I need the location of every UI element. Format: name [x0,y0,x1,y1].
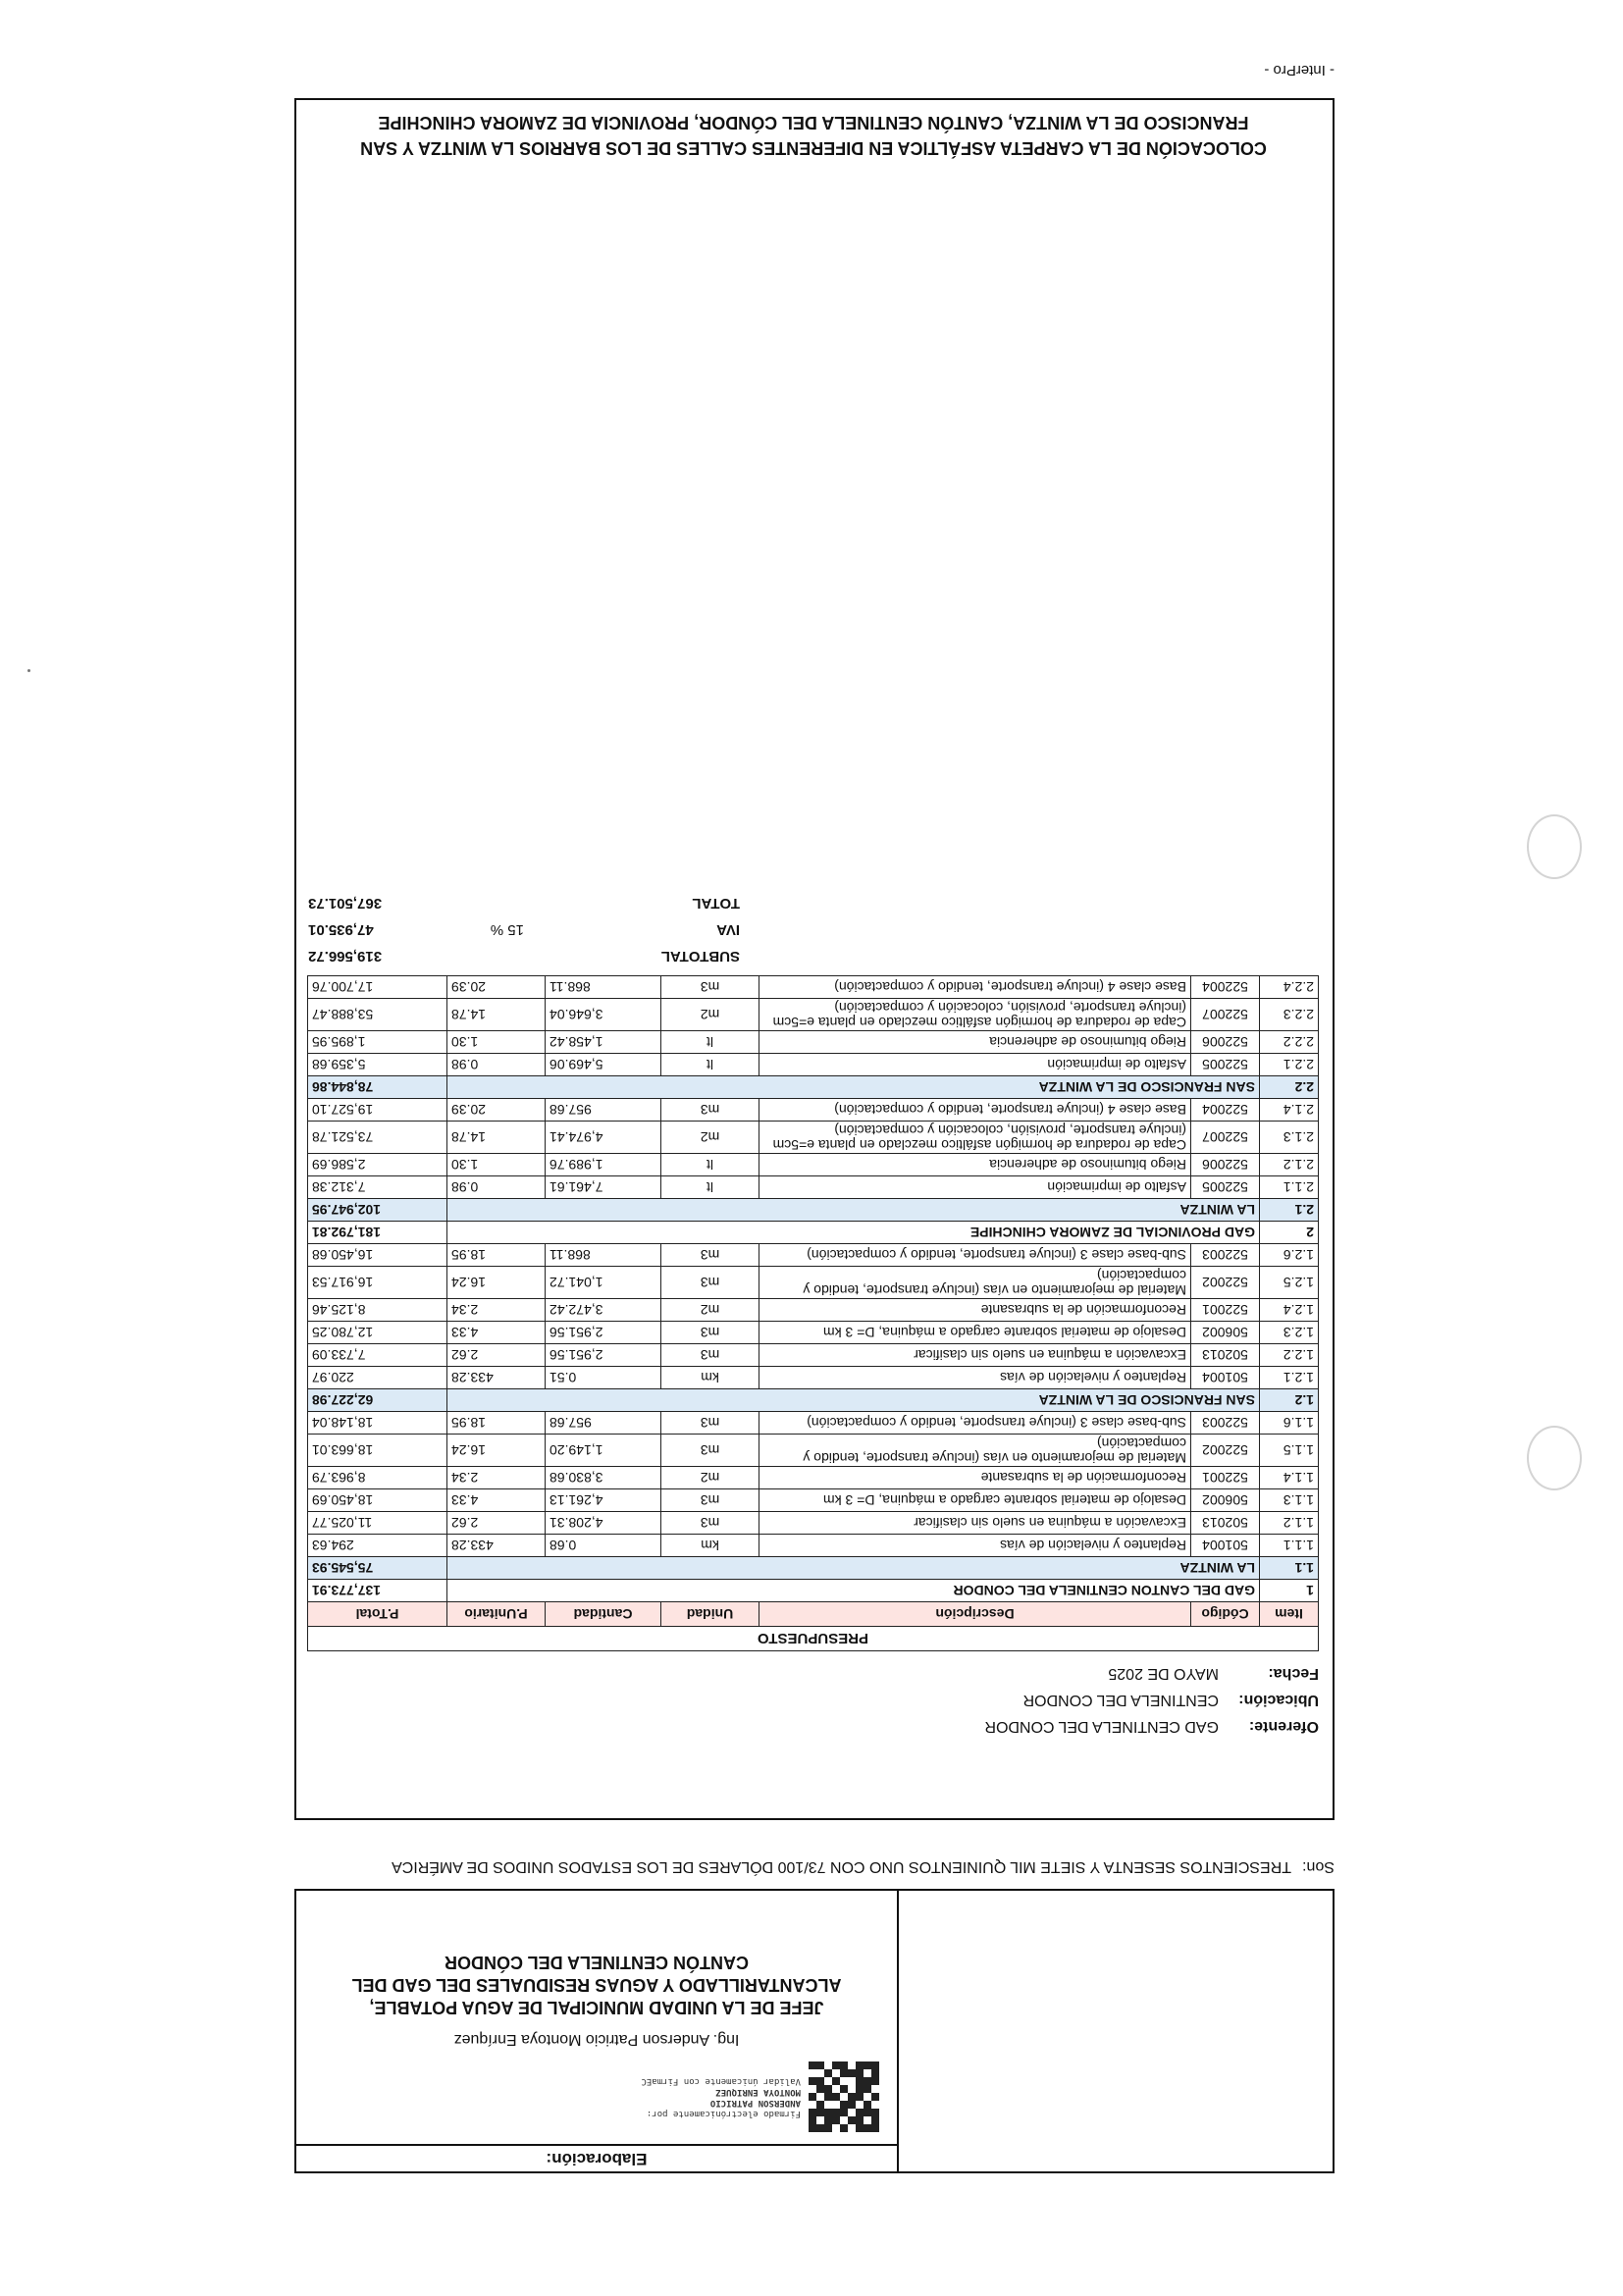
cell-quantity: 1,458.42 [546,1031,661,1054]
fecha-label: Fecha: [1268,1665,1319,1683]
cell-total: 5,359.68 [307,1054,446,1076]
table-caption: PRESUPUESTO [307,1627,1318,1651]
cell-quantity: 1,041.72 [546,1267,661,1299]
cell-total: 294.63 [307,1535,446,1557]
cell-code: 522001 [1191,1299,1260,1322]
cell-unit-price: 14.78 [447,999,546,1031]
table-row [307,1322,1318,1344]
cell-code: 502013 [1191,1344,1260,1367]
cell-item: 2.1 [1260,1199,1319,1222]
cell-unit-price: 1.30 [447,1154,546,1176]
cell-section-name: GAD PROVINCIAL DE ZAMORA CHINCHIPE [447,1222,1260,1244]
cell-section-total: 78,844.86 [307,1076,446,1099]
amount-text: TRESCIENTOS SESENTA Y SIETE MIL QUINIENTOS UNO CON 73/100 DÓLARES DE LOS ESTADOS UNIDOS DE AMÉRICA [392,1858,1291,1875]
col-header-codigo: Código [1191,1602,1260,1627]
cell-description: Excavación a máquina en suelo sin clasificar [759,1344,1191,1367]
cell-description: Asfalto de imprimación [759,1054,1191,1076]
cell-item: 1.2 [1260,1389,1319,1412]
cell-code: 522004 [1191,1099,1260,1122]
cell-code: 522006 [1191,1154,1260,1176]
subtotal-value: 319,566.72 [308,948,383,965]
budget-frame [294,98,1335,1820]
punch-hole-top [1527,814,1582,879]
cell-quantity: 957.68 [546,1412,661,1435]
cell-total: 16,917.53 [307,1267,446,1299]
cell-unit-price: 0.98 [447,1054,546,1076]
cell-quantity: 0.51 [546,1367,661,1389]
cell-item: 2.2.1 [1260,1054,1319,1076]
cell-code: 522007 [1191,1122,1260,1154]
table-row [307,1054,1318,1076]
cell-section-total: 137,773.91 [307,1580,446,1602]
cell-unit: m2 [661,1122,759,1154]
cell-code: 522002 [1191,1435,1260,1467]
ubicacion-row [308,1687,1319,1713]
cell-code: 522004 [1191,976,1260,999]
cell-unit: lt [661,1176,759,1199]
cell-unit: m3 [661,1412,759,1435]
cell-description: Replanteo y nivelación de vías [759,1535,1191,1557]
cell-quantity: 1,989.76 [546,1154,661,1176]
cell-total: 1,895.95 [307,1031,446,1054]
table-row [307,1267,1318,1299]
ubicacion-value: CENTINELA DEL CONDOR [1022,1692,1219,1709]
totals-block [308,890,1319,969]
cell-quantity: 3,646.04 [546,999,661,1031]
cell-unit-price: 2.62 [447,1512,546,1535]
iva-value: 47,935.01 [308,921,374,938]
cell-total: 220.97 [307,1367,446,1389]
cell-item: 1 [1260,1580,1319,1602]
cell-quantity: 3,830.68 [546,1467,661,1489]
cell-unit: m3 [661,1267,759,1299]
cell-total: 7,312.38 [307,1176,446,1199]
total-label: TOTAL [692,895,740,912]
cell-unit-price: 14.78 [447,1122,546,1154]
cell-unit: m2 [661,1467,759,1489]
signer-position: JEFE DE LA UNIDAD MUNICIPAL DE AGUA POTABLE, ALCANTARILLADO Y AGUAS RESIDUALES DEL GAD DEL CANTÓN CENTINELA DEL CÓNDOR [351,1953,842,2017]
cell-code: 522001 [1191,1467,1260,1489]
cell-item: 1.1.6 [1260,1412,1319,1435]
table-row [307,1512,1318,1535]
cell-quantity: 868.11 [546,976,661,999]
cell-total: 73,521.78 [307,1122,446,1154]
section-row [307,1580,1318,1602]
cell-total: 8,125.46 [307,1299,446,1322]
table-row [307,999,1318,1031]
cell-section-name: SAN FRANCISCO DE LA WINTZA [447,1389,1260,1412]
budget-table-body [307,976,1318,1602]
table-header-row [307,1602,1318,1627]
table-row [307,1244,1318,1267]
cell-quantity: 3,472.42 [546,1299,661,1322]
table-row [307,1489,1318,1512]
cell-unit-price: 18.95 [447,1412,546,1435]
signature-heading: Elaboración: [296,2144,897,2171]
cell-item: 1.2.6 [1260,1244,1319,1267]
cell-total: 53,888.47 [307,999,446,1031]
cell-quantity: 4,208.31 [546,1512,661,1535]
cell-item: 2.1.3 [1260,1122,1319,1154]
cell-total: 18,148.04 [307,1412,446,1435]
header-info [308,1660,1319,1740]
cell-description: Desalojo de material sobrante cargado a máquina, D= 3 km [759,1322,1191,1344]
cell-description: Riego bituminoso de adherencia [759,1154,1191,1176]
cell-unit-price: 2.34 [447,1467,546,1489]
cell-unit-price: 2.34 [447,1299,546,1322]
iva-label: IVA [716,921,740,938]
cell-section-name: LA WINTZA [447,1199,1260,1222]
cell-section-total: 102,947.95 [307,1199,446,1222]
signer-name: Ing. Anderson Patricio Montoya Enríquez [453,2031,740,2048]
cell-description: Replanteo y nivelación de vías [759,1367,1191,1389]
cell-quantity: 2,951.56 [546,1344,661,1367]
col-header-unidad: Unidad [661,1602,759,1627]
footer-tag: - InterPro - [1264,62,1335,78]
cell-unit-price: 433.28 [447,1535,546,1557]
cell-code: 522002 [1191,1267,1260,1299]
oferente-row [308,1713,1319,1740]
table-row [307,1535,1318,1557]
section-row [307,1222,1318,1244]
fecha-row [308,1660,1319,1687]
table-row [307,1367,1318,1389]
section-row [307,1389,1318,1412]
cell-total: 16,450.68 [307,1244,446,1267]
total-value: 367,501.73 [308,895,383,912]
cell-description: Base clase 4 (incluye transporte, tendido y compactación) [759,976,1191,999]
esign-stamp [641,2075,801,2118]
iva-row [308,916,1319,943]
document-sheet [294,62,1335,2173]
cell-code: 522003 [1191,1412,1260,1435]
cell-unit-price: 16.24 [447,1267,546,1299]
cell-unit-price: 4.33 [447,1322,546,1344]
table-row [307,1299,1318,1322]
qr-code-icon [809,2061,879,2132]
cell-total: 11,025.77 [307,1512,446,1535]
cell-code: 501004 [1191,1367,1260,1389]
cell-description: Asfalto de imprimación [759,1176,1191,1199]
scan-speck [27,669,30,672]
cell-item: 1.2.5 [1260,1267,1319,1299]
ubicacion-label: Ubicación: [1238,1692,1319,1709]
cell-item: 1.1.5 [1260,1435,1319,1467]
cell-code: 506002 [1191,1489,1260,1512]
cell-item: 2.1.4 [1260,1099,1319,1122]
cell-item: 2.1.1 [1260,1176,1319,1199]
cell-description: Material de mejoramiento en vías (incluye transporte, tendido y compactación) [759,1267,1191,1299]
cell-unit-price: 16.24 [447,1435,546,1467]
cell-item: 2.2.4 [1260,976,1319,999]
cell-description: Sub-base clase 3 (incluye transporte, tendido y compactación) [759,1244,1191,1267]
electronic-signature [296,2060,897,2144]
subtotal-row [308,943,1319,969]
table-row [307,1176,1318,1199]
oferente-value: GAD CENTINELA DEL CONDOR [984,1718,1219,1736]
cell-quantity: 0.68 [546,1535,661,1557]
cell-description: Riego bituminoso de adherencia [759,1031,1191,1054]
cell-description: Material de mejoramiento en vías (incluye transporte, tendido y compactación) [759,1435,1191,1467]
cell-section-total: 62,227.98 [307,1389,446,1412]
cell-unit: m3 [661,1512,759,1535]
esign-line1: Firmado electrónicamente por: [646,2109,801,2118]
cell-description: Capa de rodadura de hormigón asfáltico mezclado en planta e=5cm (incluye transporte, provisión, colocación y compactación) [759,999,1191,1031]
cell-code: 502013 [1191,1512,1260,1535]
cell-unit-price: 4.33 [447,1489,546,1512]
cell-unit: m2 [661,999,759,1031]
cell-total: 18,450.69 [307,1489,446,1512]
cell-total: 12,780.25 [307,1322,446,1344]
table-row [307,976,1318,999]
table-row [307,1154,1318,1176]
cell-section-total: 75,545.93 [307,1557,446,1580]
cell-description: Reconformación de la subrasante [759,1299,1191,1322]
cell-unit-price: 18.95 [447,1244,546,1267]
cell-unit: m3 [661,976,759,999]
signature-box [294,1889,1335,2173]
table-row [307,1031,1318,1054]
fecha-value: MAYO DE 2025 [1108,1665,1219,1683]
cell-unit: m2 [661,1299,759,1322]
total-row [308,890,1319,916]
col-header-item: Item [1260,1602,1319,1627]
cell-item: 2.2.3 [1260,999,1319,1031]
cell-unit: m3 [661,1344,759,1367]
cell-unit-price: 20.39 [447,1099,546,1122]
cell-item: 2.1.2 [1260,1154,1319,1176]
cell-unit: km [661,1535,759,1557]
table-row [307,1412,1318,1435]
table-row [307,1122,1318,1154]
document-title: COLOCACIÓN DE LA CARPETA ASFÁLTICA EN DIFERENTES CALLES DE LOS BARRIOS LA WINTZA Y SAN FRANCISCO DE LA WINTZA, CANTÓN CENTINELA DEL CÓNDOR, PROVINCIA DE ZAMORA CHINCHIPE [360,113,1267,158]
cell-item: 1.1.3 [1260,1489,1319,1512]
cell-unit: km [661,1367,759,1389]
iva-percent: 15 % [490,921,524,938]
table-row [307,1344,1318,1367]
signature-blank-area [897,1891,1333,2171]
cell-quantity: 868.11 [546,1244,661,1267]
cell-item: 1.2.4 [1260,1299,1319,1322]
cell-unit-price: 2.62 [447,1344,546,1367]
cell-quantity: 1,149.20 [546,1435,661,1467]
cell-unit-price: 1.30 [447,1031,546,1054]
cell-description: Reconformación de la subrasante [759,1467,1191,1489]
subtotal-label: SUBTOTAL [660,948,740,965]
cell-unit: m3 [661,1244,759,1267]
esign-line2: Validar únicamente con FirmaEC [641,2076,801,2086]
amount-label: Son: [1302,1858,1335,1875]
table-row [307,1435,1318,1467]
esign-name1: ANDERSON PATRICIO [709,2098,801,2108]
cell-description: Base clase 4 (incluye transporte, tendido y compactación) [759,1099,1191,1122]
cell-unit: lt [661,1054,759,1076]
cell-unit-price: 433.28 [447,1367,546,1389]
cell-section-name: SAN FRANCISCO DE LA WINTZA [447,1076,1260,1099]
cell-unit-price: 20.39 [447,976,546,999]
cell-quantity: 957.68 [546,1099,661,1122]
cell-quantity: 4,261.13 [546,1489,661,1512]
cell-code: 506002 [1191,1322,1260,1344]
cell-item: 2.2 [1260,1076,1319,1099]
cell-item: 1.2.3 [1260,1322,1319,1344]
cell-item: 2 [1260,1222,1319,1244]
cell-code: 522007 [1191,999,1260,1031]
section-row [307,1076,1318,1099]
cell-item: 2.2.2 [1260,1031,1319,1054]
cell-item: 1.1.1 [1260,1535,1319,1557]
cell-description: Capa de rodadura de hormigón asfáltico mezclado en planta e=5cm (incluye transporte, provisión, colocación y compactación) [759,1122,1191,1154]
esign-name2: MONTOYA ENRIQUEZ [715,2087,801,2097]
cell-code: 522006 [1191,1031,1260,1054]
cell-unit: lt [661,1031,759,1054]
cell-code: 522005 [1191,1054,1260,1076]
cell-total: 8,963.79 [307,1467,446,1489]
punch-hole-bottom [1527,1426,1582,1490]
cell-quantity: 4,974.41 [546,1122,661,1154]
cell-total: 7,733.09 [307,1344,446,1367]
budget-table [307,975,1319,1651]
col-header-punitario: P.Unitario [447,1602,546,1627]
signature-area [296,1891,897,2171]
cell-total: 17,700.76 [307,976,446,999]
cell-total: 18,663.01 [307,1435,446,1467]
section-row [307,1557,1318,1580]
cell-item: 1.1.2 [1260,1512,1319,1535]
cell-unit: m3 [661,1489,759,1512]
cell-code: 522005 [1191,1176,1260,1199]
table-row [307,1467,1318,1489]
cell-code: 522003 [1191,1244,1260,1267]
cell-quantity: 5,469.06 [546,1054,661,1076]
cell-code: 501004 [1191,1535,1260,1557]
col-header-descripcion: Descripción [759,1602,1191,1627]
cell-item: 1.1.4 [1260,1467,1319,1489]
cell-description: Desalojo de material sobrante cargado a máquina, D= 3 km [759,1489,1191,1512]
cell-item: 1.2.2 [1260,1344,1319,1367]
cell-description: Excavación a máquina en suelo sin clasificar [759,1512,1191,1535]
cell-section-name: LA WINTZA [447,1557,1260,1580]
cell-section-name: GAD DEL CANTON CENTINELA DEL CONDOR [447,1580,1260,1602]
cell-quantity: 7,461.61 [546,1176,661,1199]
cell-unit: m3 [661,1099,759,1122]
section-row [307,1199,1318,1222]
cell-total: 19,527.10 [307,1099,446,1122]
cell-unit: m3 [661,1322,759,1344]
cell-total: 2,586.69 [307,1154,446,1176]
cell-unit: lt [661,1154,759,1176]
cell-description: Sub-base clase 3 (incluye transporte, tendido y compactación) [759,1412,1191,1435]
cell-item: 1.2.1 [1260,1367,1319,1389]
cell-item: 1.1 [1260,1557,1319,1580]
col-header-cantidad: Cantidad [546,1602,661,1627]
col-header-ptotal: P.Total [307,1602,446,1627]
cell-unit-price: 0.98 [447,1176,546,1199]
oferente-label: Oferente: [1248,1718,1319,1736]
cell-section-total: 181,792.81 [307,1222,446,1244]
table-row [307,1099,1318,1122]
cell-quantity: 2,951.56 [546,1322,661,1344]
cell-unit: m3 [661,1435,759,1467]
amount-in-words [294,1856,1335,1877]
